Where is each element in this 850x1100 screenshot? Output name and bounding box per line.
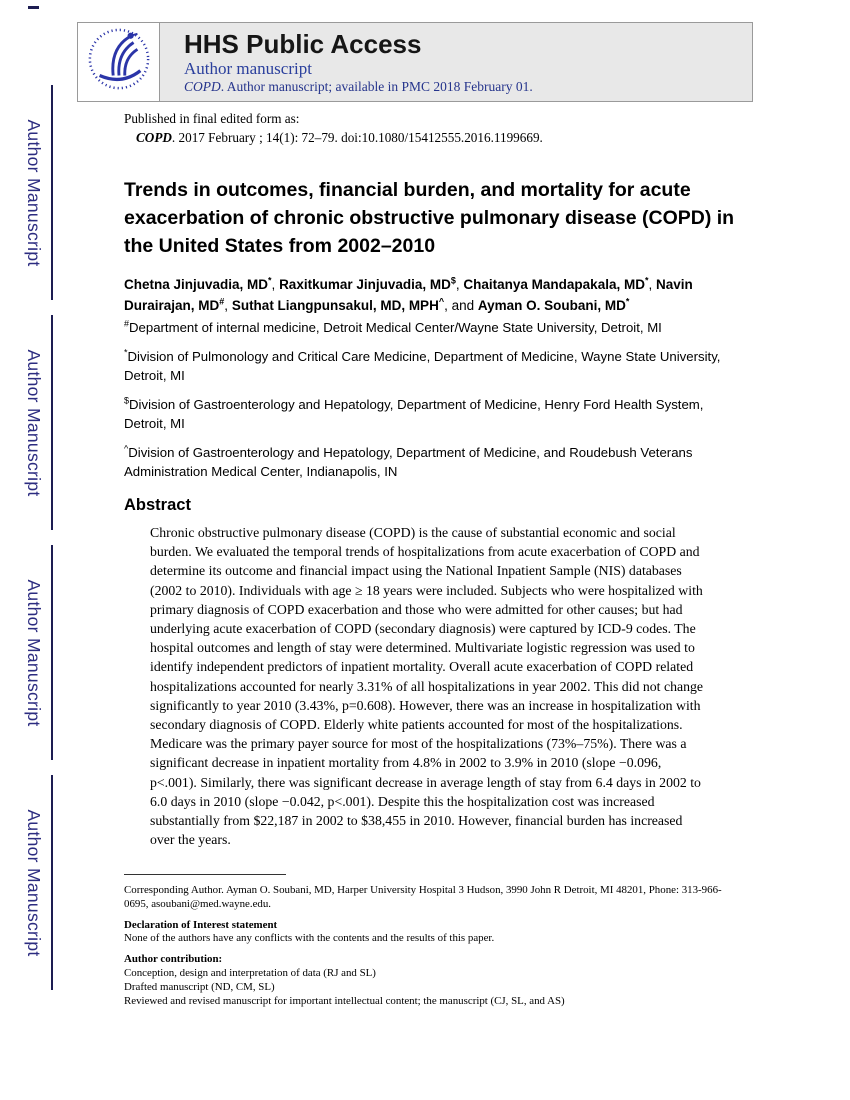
declaration-heading: Declaration of Interest statement	[124, 918, 278, 931]
hhs-banner	[77, 22, 753, 102]
banner-title: HHS Public Access	[184, 29, 422, 59]
watermark-label: Author Manuscript	[24, 348, 44, 497]
corner-mark	[28, 6, 39, 9]
watermark-unit	[22, 545, 53, 760]
affiliation-item: $Division of Gastroenterology and Hepatology, Department of Medicine, Henry Ford Health System, Detroit, MI	[124, 395, 704, 431]
declaration-body: None of the authors have any conflicts with the contents and the results of this paper.	[124, 932, 495, 945]
banner-citation-rest: . Author manuscript; available in PMC 2018 February 01.	[220, 79, 533, 94]
published-citation	[124, 128, 739, 147]
watermark-label: Author Manuscript	[24, 578, 44, 727]
affiliation-item: ^Division of Gastroenterology and Hepatology, Department of Medicine, and Roudebush Veterans Administration Medical Center, Indianapolis, IN	[124, 443, 693, 479]
abstract-heading: Abstract	[124, 496, 191, 514]
declaration-group	[124, 919, 740, 947]
abstract-body: Chronic obstructive pulmonary disease (COPD) is the cause of substantial economic and social burden. We evaluated the temporal trends of hospitalizations from acute exacerbation of COPD and determine its outcome and financial impact using the National Inpatient Sample (NIS) databases (2002 to 2010). Individuals with age ≥ 18 years were included. Subjects who were hospitalized with primary diagnosis of COPD exacerbation and those who were admitted for other causes; but had underlying acute exacerbation of COPD (secondary diagnosis) were captured by ICD-9 codes. The hospital outcomes and length of stay were determined. Multivariate logistic regression was used to identify independent predictors of inpatient mortality. Overall acute exacerbation of COPD related hospitalizations accounted for nearly 3.31% of all hospitalizations in year 2002. This did not change significantly to year 2010 (3.43%, p=0.608). However, there was an increase in hospitalization with secondary diagnosis of COPD. Elderly white patients accounted for most of the hospitalizations. Medicare was the primary payer source for most of the hospitalizations (73%–75%). There was a significant decrease in inpatient mortality from 4.8% in 2002 to 3.9% in 2010 (slope −0.096, p<.001). Similarly, there was significant decrease in average length of stay from 6.4 days in 2002 to 6.0 days in 2010 (slope −0.042, p<.001). Despite this the hospitalization cost was increased substantially from $22,187 in 2002 to $38,455 in 2010. However, financial burden has increased over the years.	[150, 525, 704, 848]
contribution-line: Reviewed and revised manuscript for important intellectual content; the manuscript (CJ, SL, and AS)	[124, 994, 565, 1007]
contribution-line: Conception, design and interpretation of data (RJ and SL)	[124, 966, 376, 979]
hhs-eagle-icon	[85, 27, 153, 98]
watermark-unit	[22, 315, 53, 530]
corresponding-author-note: Corresponding Author. Ayman O. Soubani, MD, Harper University Hospital 3 Hudson, 3990 John R Detroit, MI 48201, Phone: 313-966-0695, asoubani@med.wayne.edu.	[124, 884, 722, 910]
affiliation-item: #Department of internal medicine, Detroit Medical Center/Wayne State University, Detroit, MI	[124, 318, 662, 335]
article-title: Trends in outcomes, financial burden, and mortality for acute exacerbation of chronic obstructive pulmonary disease (COPD) in the United States from 2002–2010	[124, 179, 735, 257]
banner-citation	[184, 79, 533, 95]
contribution-heading: Author contribution:	[124, 953, 223, 966]
watermark-rule	[51, 775, 53, 990]
watermark-label: Author Manuscript	[24, 808, 44, 957]
contribution-lines	[124, 967, 740, 1008]
watermark-unit	[22, 775, 53, 990]
hhs-logo-box	[78, 23, 160, 101]
affiliation-item: *Division of Pulmonology and Critical Care Medicine, Department of Medicine, Wayne State University, Detroit, MI	[124, 347, 721, 383]
published-journal: COPD	[136, 130, 172, 145]
contribution-line: Drafted manuscript (ND, CM, SL)	[124, 980, 275, 993]
watermark-unit	[22, 85, 53, 300]
banner-subtitle: Author manuscript	[184, 59, 312, 78]
footnote-block	[124, 884, 740, 1008]
watermark-rule	[51, 545, 53, 760]
affiliation-list	[124, 318, 734, 491]
author-line: Chetna Jinjuvadia, MD*, Raxitkumar Jinjuvadia, MD$, Chaitanya Mandapakala, MD*, Navin Durairajan, MD#, Suthat Liangpunsakul, MD, MPH^, and Ayman O. Soubani, MD*	[124, 275, 693, 313]
watermark-rule	[51, 85, 53, 300]
banner-citation-journal: COPD	[184, 79, 221, 94]
banner-text	[160, 23, 533, 101]
published-line: Published in final edited form as:	[124, 111, 300, 126]
published-rest: . 2017 February ; 14(1): 72–79. doi:10.1080/15412555.2016.1199669.	[171, 130, 543, 145]
watermark-label: Author Manuscript	[24, 118, 44, 267]
footnote-rule	[124, 874, 286, 875]
published-block	[124, 109, 739, 147]
watermark-rule	[51, 315, 53, 530]
contribution-group	[124, 953, 740, 1008]
